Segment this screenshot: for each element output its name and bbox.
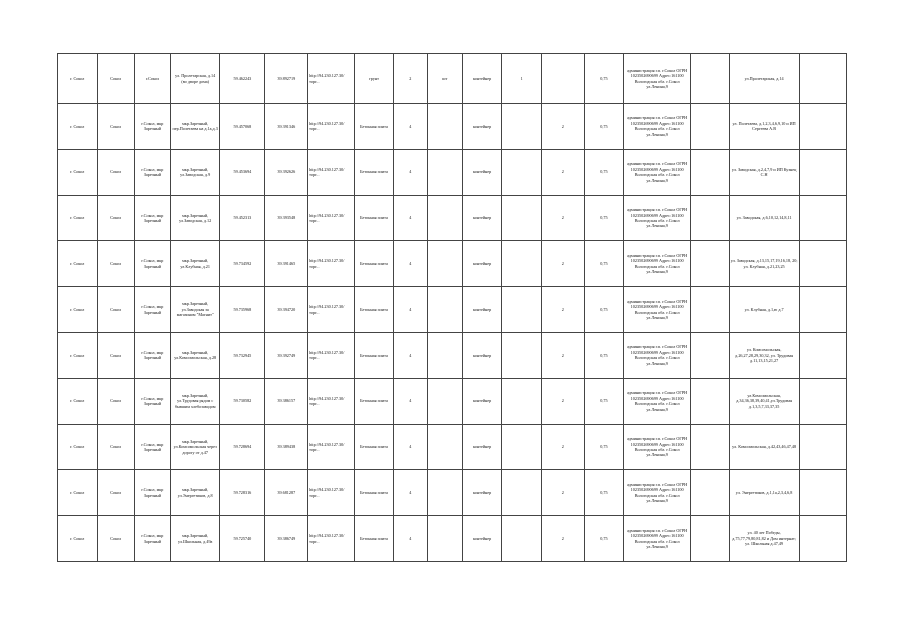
site-link-cell[interactable]: http://94.230.127.30/торг... [308,424,355,470]
unit-cell [427,241,462,287]
volume-cell [502,332,542,378]
volume-cell-b: 2 [541,378,584,424]
volume-cell-b: 2 [541,104,584,150]
count-cell: 4 [393,378,427,424]
table-row [58,149,847,195]
address-cell: мкр.Заречный, ул.Заводская за магазином "Магнит" [171,287,220,333]
unit-cell [427,516,462,562]
location-cell: г.Сокол, мкр Заречный [134,287,170,333]
size-cell: 0,75 [584,241,624,287]
volume-cell: 1 [502,54,542,104]
blank-cell [691,470,729,516]
unit-cell [427,195,462,241]
location-cell: г.Сокол, мкр Заречный [134,104,170,150]
served-cell: ул.Пролетарская, д.14 [729,54,799,104]
site-link-cell[interactable]: http://94.230.127.30/торг... [308,378,355,424]
volume-cell [502,241,542,287]
city-cell: Сокол [97,104,134,150]
city-cell: Сокол [97,54,134,104]
blank-cell [799,54,846,104]
city-cell: Сокол [97,195,134,241]
container-cell: контейнер [462,104,502,150]
count-cell: 4 [393,104,427,150]
size-cell: 0,75 [584,378,624,424]
blank-cell [799,149,846,195]
location-cell: г.Сокол, мкр Заречный [134,470,170,516]
unit-cell [427,104,462,150]
size-cell: 0,75 [584,195,624,241]
blank-cell [691,195,729,241]
settlement-cell: г. Сокол [58,149,98,195]
cover-cell: Бетонная плита [355,332,393,378]
site-link-cell[interactable]: http://94.230.127.30/торг... [308,516,355,562]
city-cell: Сокол [97,378,134,424]
count-cell: 2 [393,54,427,104]
table-row [58,241,847,287]
org-cell: администрация г.п. г.Сокол ОГРН 1023502690699 Адрес:161100 Вологодская обл. г.Сокол ул.Ленина,9 [624,332,691,378]
size-cell: 0,75 [584,104,624,150]
volume-cell [502,287,542,333]
site-link-cell[interactable]: http://94.230.127.30/торг... [308,241,355,287]
container-cell: контейнер [462,332,502,378]
container-cell: контейнер [462,149,502,195]
org-cell: администрация г.п. г.Сокол ОГРН 1023502690699 Адрес:161100 Вологодская обл. г.Сокол ул.Ленина,9 [624,241,691,287]
container-cell: контейнер [462,516,502,562]
table-row [58,516,847,562]
site-link-cell[interactable]: http://94.230.127.30/торг... [308,332,355,378]
org-cell: администрация г.п. г.Сокол ОГРН 1023502690699 Адрес:161100 Вологодская обл. г.Сокол ул.Ленина,9 [624,470,691,516]
longitude-cell: 39.892719 [265,54,308,104]
address-cell: мкр.Заречный, пер.Полетаева на д.1а,д.3 [171,104,220,150]
volume-cell-b: 2 [541,470,584,516]
longitude-cell: 39.386157 [265,378,308,424]
size-cell: 0,75 [584,54,624,104]
cover-cell: Бетонная плита [355,241,393,287]
longitude-cell: 39.394720 [265,287,308,333]
location-cell: г.Сокол, мкр Заречный [134,332,170,378]
org-cell: администрация г.п. г.Сокол ОГРН 1023502690699 Адрес:161100 Вологодская обл. г.Сокол ул.Ленина,9 [624,516,691,562]
city-cell: Сокол [97,516,134,562]
volume-cell-b: 2 [541,516,584,562]
table-row [58,104,847,150]
volume-cell-b [541,54,584,104]
cover-cell: Бетонная плита [355,470,393,516]
blank-cell [799,424,846,470]
location-cell: г.Сокол [134,54,170,104]
count-cell: 4 [393,241,427,287]
volume-cell [502,516,542,562]
volume-cell [502,149,542,195]
blank-cell [799,516,846,562]
latitude-cell: 59.462243 [220,54,265,104]
latitude-cell: 59.732945 [220,332,265,378]
container-cell: контейнер [462,287,502,333]
settlement-cell: г. Сокол [58,424,98,470]
blank-cell [691,54,729,104]
count-cell: 4 [393,424,427,470]
longitude-cell: 39.391346 [265,104,308,150]
table-row [58,332,847,378]
count-cell: 4 [393,195,427,241]
table-row [58,54,847,104]
blank-cell [799,104,846,150]
settlement-cell: г. Сокол [58,241,98,287]
container-cell: контейнер [462,470,502,516]
size-cell: 0,75 [584,287,624,333]
latitude-cell: 59.457068 [220,104,265,150]
count-cell: 4 [393,470,427,516]
volume-cell [502,424,542,470]
volume-cell-b: 2 [541,195,584,241]
latitude-cell: 59.734592 [220,241,265,287]
unit-cell [427,470,462,516]
container-cell: контейнер [462,241,502,287]
container-cell: контейнер [462,424,502,470]
size-cell: 0,75 [584,149,624,195]
location-cell: г.Сокол, мкр Заречный [134,149,170,195]
site-link-cell[interactable]: http://94.230.127.30/торг... [308,54,355,104]
blank-cell [799,378,846,424]
unit-cell [427,424,462,470]
table-row [58,470,847,516]
cover-cell: Бетонная плита [355,287,393,333]
settlement-cell: г. Сокол [58,378,98,424]
volume-cell-b: 2 [541,332,584,378]
longitude-cell: 39.392749 [265,332,308,378]
city-cell: Сокол [97,287,134,333]
count-cell: 4 [393,332,427,378]
served-cell: ул. 40 лет Победы, д.75,77,79,80,81,82 и Дом интернат; ул. Школьная д.47,49 [729,516,799,562]
blank-cell [799,195,846,241]
site-link-cell[interactable]: http://94.230.127.30/торг... [308,195,355,241]
count-cell: 4 [393,287,427,333]
org-cell: администрация г.п. г.Сокол ОГРН 1023502690699 Адрес:161100 Вологодская обл. г.Сокол ул.Ленина,9 [624,424,691,470]
unit-cell [427,378,462,424]
address-cell: ул. Пролетарская, д.14 (во дворе дома) [171,54,220,104]
table-row [58,424,847,470]
site-link-cell[interactable]: http://94.230.127.30/торг... [308,470,355,516]
unit-cell [427,287,462,333]
settlement-cell: г. Сокол [58,195,98,241]
size-cell: 0,75 [584,470,624,516]
longitude-cell: 39.389438 [265,424,308,470]
site-link-cell[interactable]: http://94.230.127.30/торг... [308,104,355,150]
unit-cell [427,149,462,195]
longitude-cell: 39.386749 [265,516,308,562]
org-cell: администрация г.п. г.Сокол ОГРН 1023502690699 Адрес:161100 Вологодская обл. г.Сокол ул.Ленина,9 [624,287,691,333]
org-cell: администрация г.п. г.Сокол ОГРН 1023502690699 Адрес:161100 Вологодская обл. г.Сокол ул.Ленина,9 [624,378,691,424]
cover-cell: грунт [355,54,393,104]
served-cell: ул. Комсомольская, д.26,27,28,29,30,32, ул. Трудовая д.11,13,15,21,27 [729,332,799,378]
blank-cell [799,332,846,378]
volume-cell [502,195,542,241]
latitude-cell: 59.730582 [220,378,265,424]
latitude-cell: 59.728694 [220,424,265,470]
size-cell: 0,75 [584,424,624,470]
served-cell: ул. Комсомольская, д.42,43,46,47,48 [729,424,799,470]
longitude-cell: 39.681287 [265,470,308,516]
blank-cell [691,516,729,562]
location-cell: г.Сокол, мкр Заречный [134,378,170,424]
longitude-cell: 39.393548 [265,195,308,241]
settlement-cell: г. Сокол [58,104,98,150]
latitude-cell: 59.728316 [220,470,265,516]
org-cell: администрация г.п. г.Сокол ОГРН 1023502690699 Адрес:161100 Вологодская обл. г.Сокол ул.Ленина,9 [624,104,691,150]
container-cell: контейнер [462,195,502,241]
org-cell: администрация г.п. г.Сокол ОГРН 1023502690699 Адрес:161100 Вологодская обл. г.Сокол ул.Ленина,9 [624,195,691,241]
size-cell: 0,75 [584,516,624,562]
location-cell: г.Сокол, мкр Заречный [134,195,170,241]
cover-cell: Бетонная плита [355,378,393,424]
cover-cell: Бетонная плита [355,424,393,470]
blank-cell [799,287,846,333]
table-row [58,195,847,241]
blank-cell [691,424,729,470]
address-cell: мкр.Заречный, ул.Комсомольская через дорогу от д.47 [171,424,220,470]
location-cell: г.Сокол, мкр Заречный [134,516,170,562]
cover-cell: Бетонная плита [355,195,393,241]
city-cell: Сокол [97,149,134,195]
blank-cell [691,378,729,424]
table-row [58,378,847,424]
site-link-cell[interactable]: http://94.230.127.30/торг... [308,149,355,195]
settlement-cell: г. Сокол [58,516,98,562]
volume-cell [502,378,542,424]
containers-register-table [57,53,847,562]
org-cell: администрация г.п. г.Сокол ОГРН 1023502690699 Адрес:161100 Вологодская обл. г.Сокол ул.Ленина,9 [624,54,691,104]
served-cell: ул. Клубная, д.1,ю д.7 [729,287,799,333]
city-cell: Сокол [97,332,134,378]
table-row [58,287,847,333]
city-cell: Сокол [97,241,134,287]
address-cell: мкр.Заречный, ул.Заводская, д.9 [171,149,220,195]
volume-cell-b: 2 [541,241,584,287]
blank-cell [799,241,846,287]
served-cell: ул. Заводская, д.6,10,12,14,8,11 [729,195,799,241]
city-cell: Сокол [97,470,134,516]
served-cell: ул. Энергетиков, д.1,1а,2,3,4,6,8 [729,470,799,516]
address-cell: мкр.Заречный, ул.Энергетиков, д.8 [171,470,220,516]
served-cell: ул. Заводская, д.13,15,17,19,16,18, 20; ул. Клубная, д.21,23,25 [729,241,799,287]
latitude-cell: 59.735968 [220,287,265,333]
cover-cell: Бетонная плита [355,516,393,562]
settlement-cell: г. Сокол [58,332,98,378]
cover-cell: Бетонная плита [355,104,393,150]
settlement-cell: г. Сокол [58,287,98,333]
count-cell: 4 [393,516,427,562]
city-cell: Сокол [97,424,134,470]
served-cell: ул. Заводская, д.2,4,7,9 и ИП Кузнец С.Н [729,149,799,195]
location-cell: г.Сокол, мкр Заречный [134,241,170,287]
size-cell: 0,75 [584,332,624,378]
blank-cell [691,149,729,195]
longitude-cell: 39.391465 [265,241,308,287]
volume-cell [502,470,542,516]
count-cell: 4 [393,149,427,195]
address-cell: мкр.Заречный, ул.Комсомольская, д.28 [171,332,220,378]
container-cell: контейнер [462,378,502,424]
blank-cell [691,287,729,333]
settlement-cell: г. Сокол [58,54,98,104]
blank-cell [691,241,729,287]
latitude-cell: 59.725740 [220,516,265,562]
container-cell: контейнер [462,54,502,104]
volume-cell-b: 2 [541,424,584,470]
location-cell: г.Сокол, мкр Заречный [134,424,170,470]
latitude-cell: 59.452313 [220,195,265,241]
served-cell: ул. Полетаева, д.1,2,3,4,6,9,10 и ИП Сергеева А.В [729,104,799,150]
blank-cell [799,470,846,516]
volume-cell-b: 2 [541,287,584,333]
address-cell: мкр.Заречный, ул.Клубная, д.21 [171,241,220,287]
org-cell: администрация г.п. г.Сокол ОГРН 1023502690699 Адрес:161100 Вологодская обл. г.Сокол ул.Ленина,9 [624,149,691,195]
volume-cell [502,104,542,150]
longitude-cell: 39.392626 [265,149,308,195]
address-cell: мкр.Заречный, ул.Трудовая рядом с бывшим хлебозаводом [171,378,220,424]
unit-cell: шт [427,54,462,104]
served-cell: ул.Комсомольская, д.34,36,38,39,40,41,ул.Трудовая д.1,3,5,7,33,37,35 [729,378,799,424]
settlement-cell: г. Сокол [58,470,98,516]
blank-cell [691,104,729,150]
cover-cell: Бетонная плита [355,149,393,195]
latitude-cell: 59.453694 [220,149,265,195]
volume-cell-b: 2 [541,149,584,195]
address-cell: мкр.Заречный, ул.Школьная, д.49а [171,516,220,562]
blank-cell [691,332,729,378]
unit-cell [427,332,462,378]
site-link-cell[interactable]: http://94.230.127.30/торг... [308,287,355,333]
address-cell: мкр.Заречный, ул.Заводская, д.12 [171,195,220,241]
